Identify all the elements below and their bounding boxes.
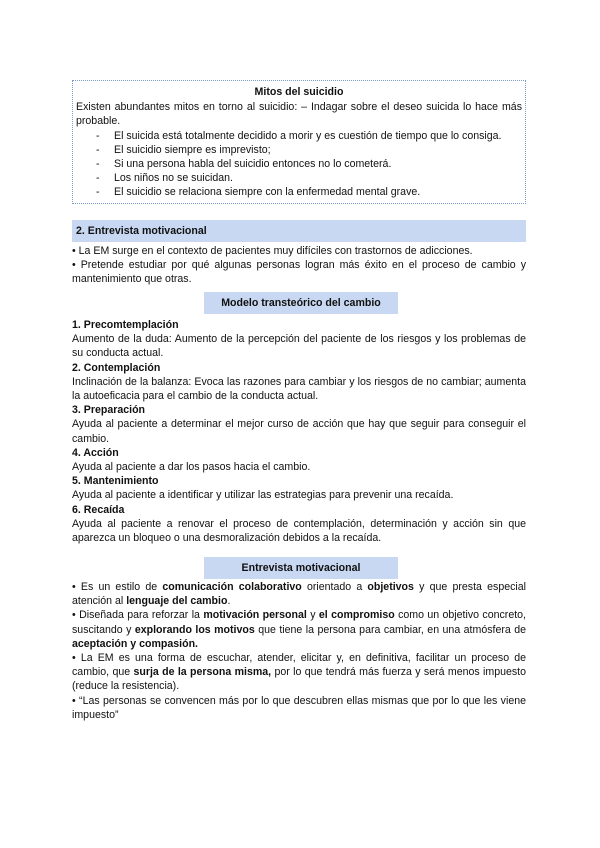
text-run: por lo que tendrá más fuerza y será menos impuesto (reduce la resistencia). (72, 666, 526, 693)
stage-text: Ayuda al paciente a determinar el mejor curso de acción que hay que seguir para conseguir el cambio. (72, 418, 526, 445)
stage-accion (72, 446, 526, 474)
list-item: - Si una persona habla del suicidio entonces no lo cometerá. (76, 157, 522, 171)
modelo-title: Modelo transteórico del cambio (204, 292, 398, 314)
stage-text: Ayuda al paciente a dar los pasos hacia el cambio. (72, 461, 311, 474)
bold-run: objetivos (367, 581, 414, 593)
bold-run: explorando los motivos (134, 623, 255, 636)
mitos-list (76, 129, 522, 200)
stage-text: Ayuda al paciente a identificar y utilizar las estrategias para prevenir una recaída. (72, 489, 454, 502)
text-run: como un objetivo concreto, suscitando y (72, 609, 526, 636)
bold-run: motivación personal (203, 609, 307, 622)
stage-heading: 4. Acción (72, 446, 119, 459)
bullet-paragraph: • La EM surge en el contexto de pacientes muy difíciles con trastornos de adicciones. (72, 245, 473, 257)
em-title: Entrevista motivacional (204, 557, 398, 579)
bold-run: lenguaje del cambio (126, 595, 228, 608)
stage-mantenimiento (72, 474, 526, 502)
bold-run: aceptación y compasión. (72, 637, 198, 650)
bold-run: surja de la persona misma, (133, 666, 272, 679)
text-run: • La EM es una forma de escuchar, atender, elicitar y, en definitiva, facilitar un proceso de cambio, que (72, 652, 526, 679)
section2-body (72, 244, 526, 287)
text-run: y (306, 609, 319, 622)
list-item: - El suicidio se relaciona siempre con la enfermedad mental grave. (76, 185, 522, 199)
stage-text: Inclinación de la balanza: Evoca las razones para cambiar y los riesgos de no cambiar; aumenta la autoeficacia para el cambio de la conducta actual. (72, 375, 526, 403)
text-run: • Diseñada para reforzar la (72, 609, 204, 622)
stage-precontemplacion (72, 318, 526, 361)
mitos-intro: Existen abundantes mitos en torno al suicidio: – Indagar sobre el deseo suicida lo hace más probable. (76, 101, 522, 128)
text-run: . (227, 595, 231, 608)
section-heading-entrevista: 2. Entrevista motivacional (72, 220, 526, 242)
em-paragraph-4: • “Las personas se convencen más por lo que descubren ellas mismas que por lo que les viene impuesto” (72, 694, 526, 721)
stage-heading: 5. Mantenimiento (72, 475, 159, 488)
text-run: orientado a (301, 581, 368, 593)
stage-heading: 6. Recaída (72, 503, 125, 516)
stage-recaida (72, 503, 526, 546)
text-run: • Es un estilo de (72, 581, 163, 593)
mitos-box (72, 80, 526, 204)
stage-heading: 1. Precomtemplación (72, 319, 179, 331)
modelo-stages (72, 318, 526, 545)
stage-text: Ayuda al paciente a renovar el proceso de contemplación, determinación y acción sin que aparezca un bloqueo o una desmoralización debidos a la recaída. (72, 517, 526, 545)
list-item: - Los niños no se suicidan. (76, 171, 522, 185)
text-run: y que presta especial atención al (72, 581, 526, 608)
text-run: que tiene la persona para cambiar, en una atmósfera de (254, 623, 526, 636)
mitos-title: Mitos del suicidio (254, 86, 344, 98)
list-item: - El suicidio siempre es imprevisto; (76, 143, 522, 157)
stage-heading: 2. Contemplación (72, 361, 161, 374)
stage-heading: 3. Preparación (72, 404, 146, 417)
stage-preparacion (72, 403, 526, 446)
bold-run: comunicación colaborativo (162, 581, 302, 593)
stage-text: Aumento de la duda: Aumento de la percepción del paciente de los riesgos y los problemas de su conducta actual. (72, 333, 526, 360)
stage-contemplacion (72, 361, 526, 404)
list-item: - El suicida está totalmente decidido a morir y es cuestión de tiempo que lo consiga. (76, 129, 522, 143)
em-paragraph-1 (72, 580, 526, 608)
em-paragraph-2 (72, 608, 526, 651)
em-body (72, 580, 526, 722)
bullet-paragraph: • Pretende estudiar por qué algunas personas logran más éxito en el proceso de cambio y mantenimiento que otras. (72, 259, 526, 286)
em-paragraph-3 (72, 651, 526, 694)
bold-run: el compromiso (318, 609, 395, 622)
